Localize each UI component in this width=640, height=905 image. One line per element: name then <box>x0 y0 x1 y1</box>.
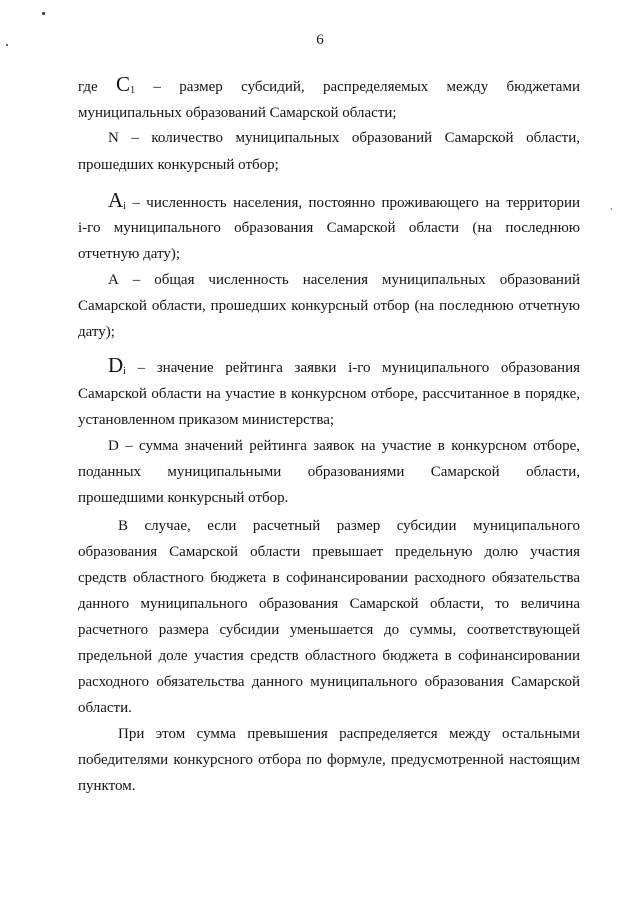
scan-mark: ' <box>610 207 612 218</box>
text-line: поданных муниципальными образованиями Самарской области, <box>78 464 580 480</box>
text-line: N – количество муниципальных образований Самарской области, <box>108 130 580 146</box>
text-line <box>108 190 580 217</box>
text-line: данного муниципального образования Самарской области, то величина <box>78 596 580 612</box>
text-line: предельной доле участия средств областного бюджета в софинансировании <box>78 648 580 664</box>
text-line: прошедшими конкурсный отбор. <box>78 490 289 506</box>
text-line: Самарской области на участие в конкурсном отборе, рассчитанное в порядке, <box>78 386 580 402</box>
formula-symbol: D <box>108 353 124 377</box>
text-line: расходного обязательства данного муниципального образования Самарской <box>78 674 580 690</box>
text-line: дату); <box>78 324 115 340</box>
text-line: отчетную дату); <box>78 246 181 262</box>
text-run: – численность населения, постоянно проживающего на территории <box>125 195 580 211</box>
scan-speck <box>42 12 45 15</box>
text-line: прошедших конкурсный отбор; <box>78 157 279 173</box>
text-line: При этом сумма превышения распределяется между остальными <box>118 726 580 742</box>
text-line: образования Самарской области превышает предельную долю участия <box>78 544 580 560</box>
formula-subscript: i <box>123 201 126 212</box>
formula-subscript: 1 <box>130 85 136 96</box>
text-line: А – общая численность населения муниципальных образований <box>108 272 580 288</box>
text-line: установленном приказом министерства; <box>78 412 335 428</box>
text-line: пунктом. <box>78 778 136 794</box>
text-line: В случае, если расчетный размер субсидии муниципального <box>118 518 580 534</box>
formula-subscript: i <box>123 366 126 377</box>
text-line <box>78 74 580 101</box>
text-line: средств областного бюджета в софинансировании расходного обязательства <box>78 570 580 586</box>
formula-symbol: A <box>108 188 124 212</box>
text-line: D – сумма значений рейтинга заявок на участие в конкурсном отборе, <box>108 438 580 454</box>
text-prefix: где <box>78 79 117 95</box>
page-number: 6 <box>316 32 324 48</box>
text-run: – размер субсидий, распределяемых между бюджетами <box>135 79 580 95</box>
text-run: – значение рейтинга заявки i-го муниципального образования <box>125 360 580 376</box>
text-line: победителями конкурсного отбора по формуле, предусмотренной настоящим <box>78 752 580 768</box>
text-line: области. <box>78 700 132 716</box>
text-line <box>108 355 580 382</box>
text-line: муниципальных образований Самарской области; <box>78 105 397 121</box>
text-line: расчетного размера субсидии уменьшается до суммы, соответствующей <box>78 622 580 638</box>
text-line: i-го муниципального образования Самарской области (на последнюю <box>78 220 580 236</box>
formula-symbol: C <box>116 72 131 96</box>
text-line: Самарской области, прошедших конкурсный отбор (на последнюю отчетную <box>78 298 580 314</box>
